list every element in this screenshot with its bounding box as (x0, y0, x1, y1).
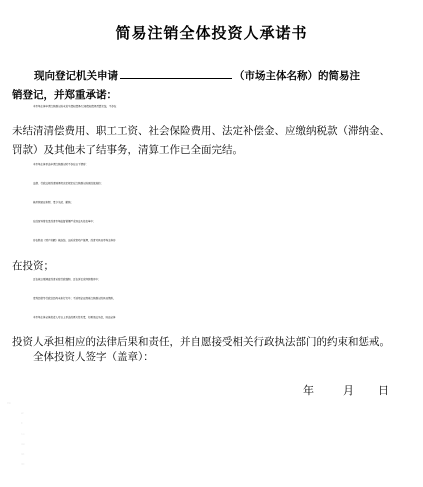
body-line: 正在被立案调查或者采取行政强制、正在诉讼或仲裁程序中； (33, 277, 101, 281)
body-line: 本市场主体申请注销登记前未发生债权债务/已将债权债务清算完结，不存在 (33, 105, 117, 108)
body-line: 本市场主体承诺申请注销登记时不存在以下情形： (33, 162, 89, 166)
body-line: 被吊销营业执照、责令关闭、撤销； (33, 201, 74, 204)
address-line-2: 销登记，并郑重承诺： (12, 89, 117, 101)
notes-section (7, 398, 417, 469)
body-line: 存在股权（财产份额）被冻结、出质或者动产抵押，或者对其他市场主体存 (33, 239, 116, 243)
note-line (7, 439, 417, 449)
body-line: 在经营异常名录或者市场监督管理严重违法失信名单中； (33, 220, 96, 224)
address-suffix: （市场主体名称）的简易注 (234, 70, 360, 82)
document-title: 简易注销全体投资人承诺书 (115, 24, 308, 42)
note-line (7, 398, 417, 408)
body-line: 本市场主体全体投资人对以上承诺的真实性负责，如果违法失信，则由全体 (33, 316, 116, 320)
body-line: 受到罚款等行政处罚尚未执行完毕；不适用企业简易注销登记的其他情形。 (33, 297, 116, 300)
body-line: 投资人承担相应的法律后果和责任，并自愿接受相关行政执法部门的约束和惩戒。 (12, 336, 390, 349)
note-line (7, 459, 417, 469)
body-line: 在投资； (12, 259, 54, 272)
address-prefix: 现向登记机关申请 (34, 70, 118, 82)
signature-label: 全体投资人签字（盖章）： (33, 351, 154, 363)
address-paragraph (12, 67, 412, 105)
date-month-label: 月 (343, 384, 354, 397)
note-line (7, 449, 417, 459)
note-line (7, 418, 417, 428)
date-day-label: 日 (378, 384, 389, 397)
note-line (7, 408, 417, 418)
body-line: 未结清清偿费用、职工工资、社会保险费用、法定补偿金、应缴纳税款（滞纳金、 (12, 125, 390, 138)
body-line: 法律、行政法规或者国务院决定规定在注销登记前需经批准的； (33, 181, 104, 185)
note-line (7, 429, 417, 439)
body-line: 罚款）及其他未了结事务，清算工作已全面完结。 (12, 144, 243, 157)
entity-name-blank[interactable] (120, 68, 232, 79)
date-year-label: 年 (303, 384, 314, 397)
